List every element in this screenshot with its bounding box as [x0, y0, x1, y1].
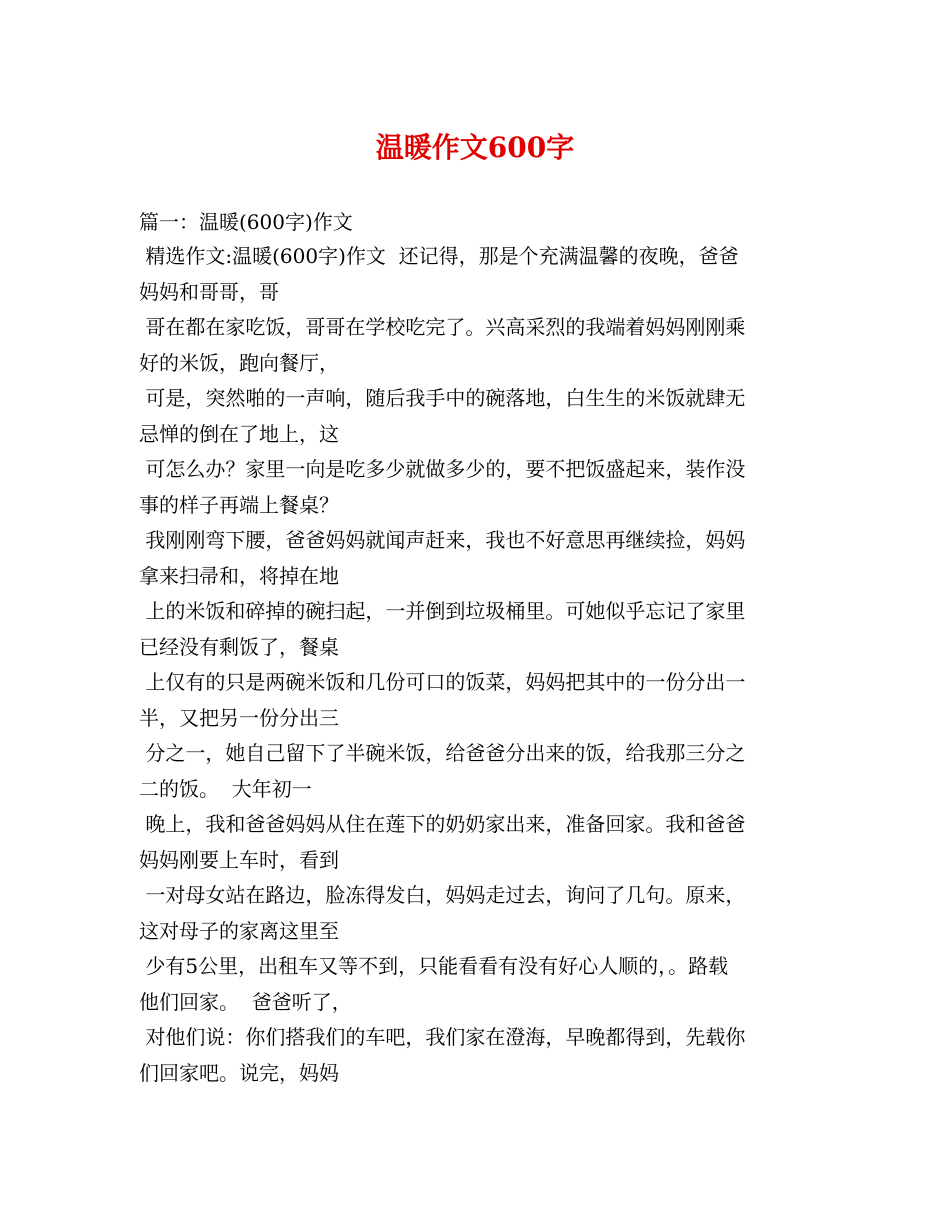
- text-line: 一对母女站在路边，脸冻得发白，妈妈走过去，询问了几句。原来，: [139, 883, 746, 907]
- text-line: 好的米饭，跑向餐厅，: [139, 350, 339, 375]
- text-line: 拿来扫帚和，将掉在地: [139, 563, 339, 588]
- text-line: 忌惮的倒在了地上，这: [139, 421, 339, 446]
- text-line: 可怎么办？家里一向是吃多少就做多少的，要不把饭盛起来，装作没: [139, 457, 746, 481]
- essay-text: [139, 239, 815, 1091]
- text-line: 精选作文:温暖(600字)作文 还记得，那是个充满温馨的夜晚，爸爸: [139, 244, 739, 268]
- document-title: 温暖作文600字: [375, 131, 575, 164]
- text-line: 这对母子的家离这里至: [139, 918, 339, 943]
- text-line: 哥在都在家吃饭，哥哥在学校吃完了。兴高采烈的我端着妈妈刚刚乘: [139, 315, 746, 339]
- document-body: [139, 205, 815, 1091]
- text-line: 们回家吧。说完，妈妈: [139, 1060, 339, 1085]
- text-line: 可是，突然啪的一声响，随后我手中的碗落地，白生生的米饭就肆无: [139, 386, 746, 410]
- text-line: 少有5公里，出租车又等不到，只能看看有没有好心人顺的，。路载: [139, 954, 729, 978]
- text-line: 我刚刚弯下腰，爸爸妈妈就闻声赶来，我也不好意思再继续捡，妈妈: [139, 528, 746, 552]
- text-line: 二的饭。 大年初一: [139, 776, 312, 801]
- text-line: 半，又把另一份分出三: [139, 705, 339, 730]
- text-line: 分之一，她自己留下了半碗米饭，给爸爸分出来的饭，给我那三分之: [139, 741, 746, 765]
- text-line: 晚上，我和爸爸妈妈从住在莲下的奶奶家出来，准备回家。我和爸爸: [139, 812, 746, 836]
- text-line: 上的米饭和碎掉的碗扫起，一并倒到垃圾桶里。可她似乎忘记了家里: [139, 599, 746, 623]
- text-line: 事的样子再端上餐桌？: [139, 492, 339, 517]
- text-line: 上仅有的只是两碗米饭和几份可口的饭菜，妈妈把其中的一份分出一: [139, 670, 746, 694]
- section-heading: 篇一：温暖(600字)作文: [139, 210, 353, 234]
- text-line: 妈妈刚要上车时，看到: [139, 847, 339, 872]
- text-line: 妈妈和哥哥，哥: [139, 279, 279, 304]
- text-line: 他们回家。 爸爸听了，: [139, 989, 352, 1014]
- text-line: 对他们说：你们搭我们的车吧，我们家在澄海，早晚都得到，先载你: [139, 1025, 746, 1049]
- text-line: 已经没有剩饭了，餐桌: [139, 634, 339, 659]
